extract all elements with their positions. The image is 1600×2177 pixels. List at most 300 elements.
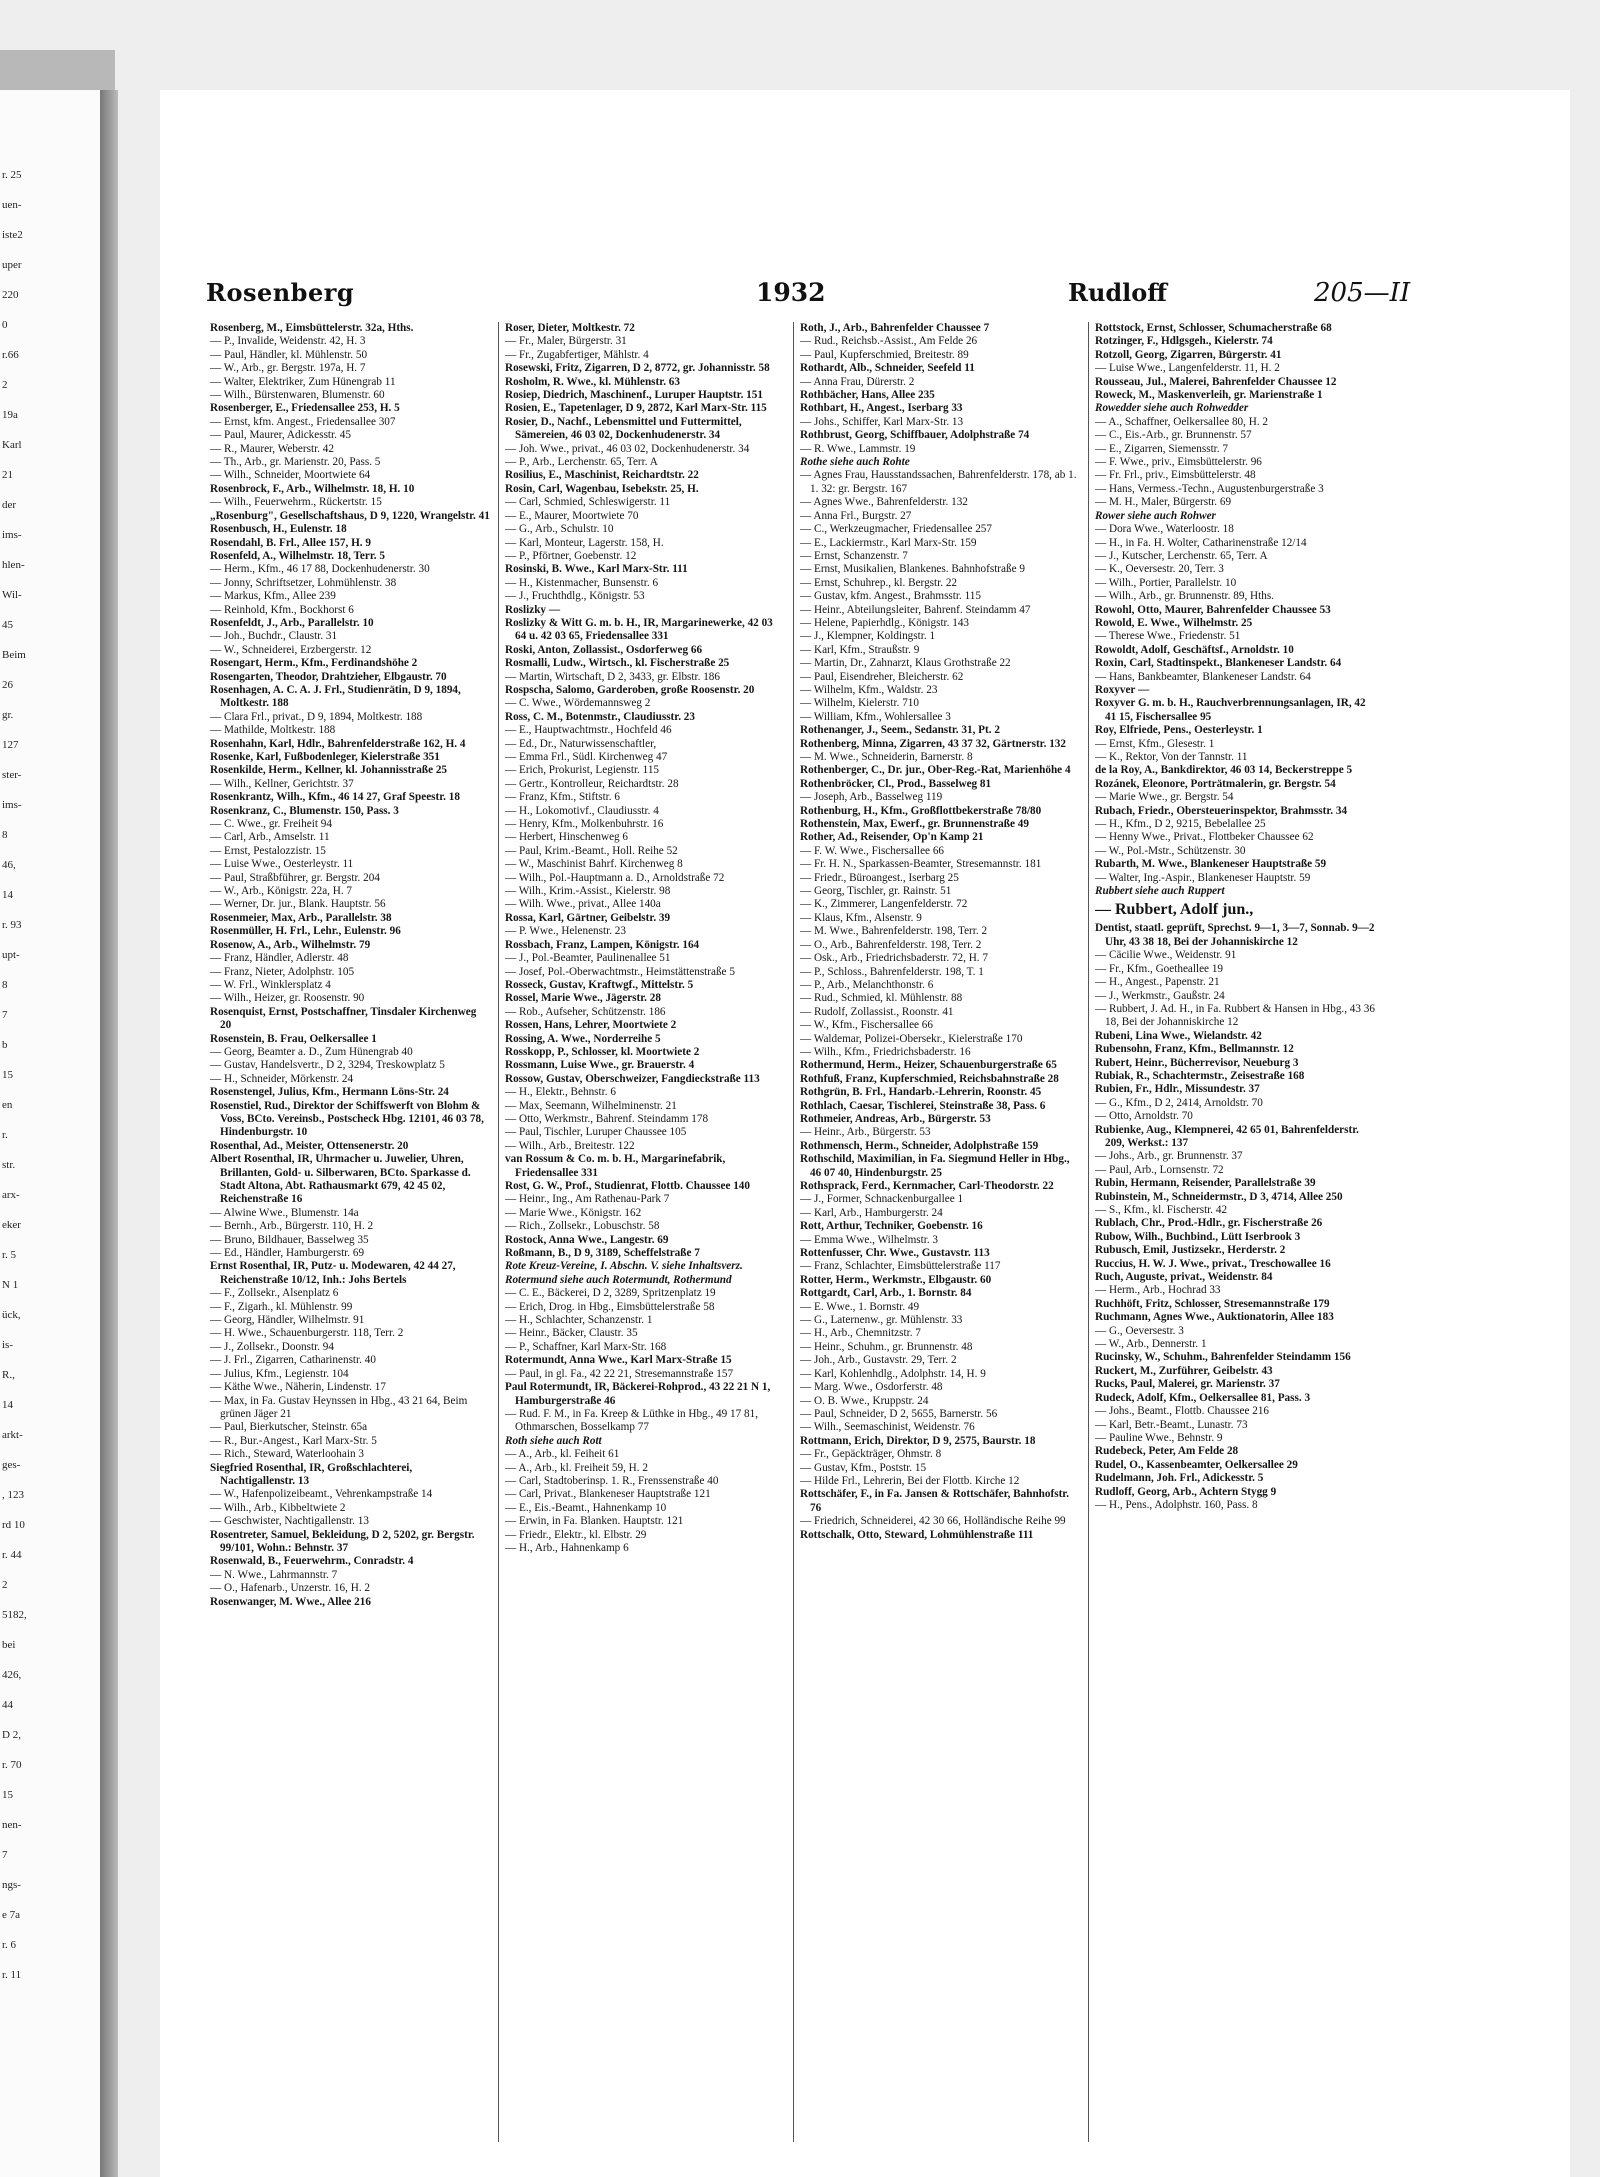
directory-entry: — W. Frl., Winklersplatz 4	[210, 978, 331, 991]
left-page-text-fragment: 0	[2, 319, 8, 331]
directory-entry: — J., Kutscher, Lerchenstr. 65, Terr. A	[1095, 549, 1268, 562]
left-page-text-fragment: 21	[2, 469, 13, 481]
directory-entry: Rosenberg, M., Eimsbüttelerstr. 32a, Hths.	[210, 322, 414, 334]
directory-entry: — J., Klempner, Koldingstr. 1	[800, 630, 936, 643]
directory-entry: — Rich., Zollsekr., Lobuschstr. 58	[505, 1220, 660, 1233]
directory-entry: Rosier, D., Nachf., Lebensmittel und Futtermittel, Sämereien, 46 03 02, Dockenhudenerstr. 34	[505, 415, 742, 442]
left-page-text-fragment: Karl	[2, 439, 22, 451]
directory-entry: Rothardt, Alb., Schneider, Seefeld 11	[800, 362, 975, 375]
directory-entry: — Martin, Dr., Zahnarzt, Klaus Grothstraße 22	[800, 657, 1011, 670]
directory-entry: — Karl, Kohlenhdlg., Adolphstr. 14, H. 9	[800, 1367, 986, 1380]
directory-entry: Rossa, Karl, Gärtner, Geibelstr. 39	[505, 911, 671, 924]
directory-entry: Rothbächer, Hans, Allee 235	[800, 389, 935, 402]
directory-entry: — C., Eis.-Arb., gr. Brunnenstr. 57	[1095, 429, 1252, 442]
directory-entry: Rothenburg, H., Kfm., Großflottbekerstraße 78/80	[800, 804, 1042, 817]
directory-entry: „Rosenburg", Gesellschaftshaus, D 9, 1220, Wrangelstr. 41	[210, 509, 490, 522]
directory-entry: Rosenkranz, C., Blumenstr. 150, Pass. 3	[210, 804, 399, 817]
directory-entry: — Th., Arb., gr. Marienstr. 20, Pass. 5	[210, 456, 381, 469]
directory-entry: — Wilhelm, Kielerstr. 710	[800, 697, 919, 710]
directory-entry: Rossow, Gustav, Oberschweizer, Fangdieckstraße 113	[505, 1072, 760, 1085]
directory-entry: — Friedr., Elektr., kl. Elbstr. 29	[505, 1528, 647, 1541]
directory-entry: Roy, Elfriede, Pens., Oesterleystr. 1	[1095, 724, 1263, 737]
left-page-text-fragment: arx-	[2, 1189, 20, 1201]
directory-entry: Rote Kreuz-Vereine, I. Abschn. V. siehe Inhaltsverz.	[505, 1260, 743, 1273]
directory-entry: — Ernst, Musikalien, Blankenes. Bahnhofstraße 9	[800, 563, 1025, 576]
directory-entry: — Osk., Arb., Friedrichsbaderstr. 72, H. 7	[800, 952, 988, 965]
column-divider	[1088, 322, 1089, 2142]
left-page-text-fragment: ster-	[2, 769, 22, 781]
directory-entry: — Paul, Bierkutscher, Steinstr. 65a	[210, 1421, 368, 1434]
directory-entry: Rothlach, Caesar, Tischlerei, Steinstraße 38, Pass. 6	[800, 1099, 1046, 1112]
directory-entry: — J., Werkmstr., Gaußstr. 24	[1095, 989, 1225, 1002]
directory-entry: Rucks, Paul, Malerei, gr. Marienstr. 37	[1095, 1378, 1280, 1391]
directory-entry: — H., Elektr., Behnstr. 6	[505, 1086, 616, 1099]
directory-entry: Rosewski, Fritz, Zigarren, D 2, 8772, gr. Johannisstr. 58	[505, 362, 770, 375]
directory-entry: — Joh., Buchdr., Claustr. 31	[210, 630, 338, 643]
directory-entry: Rosenkrantz, Wilh., Kfm., 46 14 27, Graf Speestr. 18	[210, 791, 460, 804]
directory-entry: — Pauline Wwe., Behnstr. 9	[1095, 1431, 1223, 1444]
directory-page	[160, 90, 1570, 2177]
directory-entry: Rosenmüller, H. Frl., Lehr., Eulenstr. 96	[210, 925, 401, 938]
directory-entry: — Käthe Wwe., Näherin, Lindenstr. 17	[210, 1381, 386, 1394]
directory-entry: — R., Bur.-Angest., Karl Marx-Str. 5	[210, 1434, 377, 1447]
directory-entry: Rubarth, M. Wwe., Blankeneser Hauptstraße 59	[1095, 858, 1327, 871]
directory-entry: — Johs., Arb., gr. Brunnenstr. 37	[1095, 1150, 1243, 1163]
directory-entry: Rottstock, Ernst, Schlosser, Schumacherstraße 68	[1095, 322, 1332, 334]
directory-entry: — Franz, Schlachter, Eimsbüttelerstraße 117	[800, 1260, 1001, 1273]
directory-entry: Rothermund, Herm., Heizer, Schauenburgerstraße 65	[800, 1059, 1057, 1072]
directory-entry: — E., Maurer, Moortwiete 70	[505, 509, 639, 522]
directory-entry: Rudebeck, Peter, Am Felde 28	[1095, 1445, 1239, 1458]
directory-entry: — Herm., Kfm., 46 17 88, Dockenhudenerstr. 30	[210, 563, 430, 576]
directory-entry: — Joseph, Arb., Basselweg 119	[800, 791, 943, 804]
directory-entry: — Paul, Maurer, Adickesstr. 45	[210, 429, 351, 442]
directory-entry: — Friedrich, Schneiderei, 42 30 66, Holländische Reihe 99	[800, 1515, 1066, 1528]
left-page-text-fragment: en	[2, 1099, 13, 1111]
directory-entry: — F., Zigarh., kl. Mühlenstr. 99	[210, 1300, 353, 1313]
directory-entry: — Ernst, kfm. Angest., Friedensallee 307	[210, 415, 396, 428]
directory-entry: Rowedder siehe auch Rohwedder	[1095, 402, 1249, 415]
directory-entry: Rosenke, Karl, Fußbodenleger, Kielerstraße 351	[210, 751, 440, 763]
directory-entry: Roser, Dieter, Moltkestr. 72	[505, 322, 635, 334]
directory-entry: Roski, Anton, Zollassist., Osdorferweg 66	[505, 643, 703, 656]
left-page-text-fragment: der	[2, 499, 17, 511]
directory-entry: Rossmann, Luise Wwe., gr. Brauerstr. 4	[505, 1059, 695, 1072]
directory-entry: — A., Schaffner, Oelkersallee 80, H. 2	[1095, 415, 1269, 428]
directory-entry: Rubert, Heinr., Bücherrevisor, Neueburg 3	[1095, 1056, 1299, 1069]
directory-entry: — H., Schneider, Mörkenstr. 24	[210, 1072, 354, 1085]
directory-entry: — Wilh., Seemaschinist, Weidenstr. 76	[800, 1421, 975, 1434]
left-page-text-fragment: 7	[2, 1009, 8, 1021]
column-divider	[498, 322, 499, 2142]
left-page-text-fragment: 8	[2, 829, 8, 841]
directory-entry: — H., Schlachter, Schanzenstr. 1	[505, 1314, 653, 1327]
directory-entry: — Martin, Wirtschaft, D 2, 3433, gr. Elbstr. 186	[505, 670, 720, 683]
directory-entry: — Marie Wwe., gr. Bergstr. 54	[1095, 791, 1234, 804]
directory-entry: — W., Maschinist Bahrf. Kirchenweg 8	[505, 858, 683, 871]
left-page-text-fragment: 127	[2, 739, 19, 751]
directory-entry: Ross, C. M., Botenmstr., Claudiusstr. 23	[505, 710, 695, 723]
directory-entry: — Karl, Betr.-Beamt., Lunastr. 73	[1095, 1418, 1248, 1431]
directory-entry: — Gustav, kfm. Angest., Brahmsstr. 115	[800, 590, 981, 603]
directory-entry: Rudel, O., Kassenbeamter, Oelkersallee 29	[1095, 1458, 1298, 1471]
left-page-text-fragment: ück,	[2, 1309, 21, 1321]
directory-entry: Rosenow, A., Arb., Wilhelmstr. 79	[210, 938, 371, 951]
directory-entry: Rower siehe auch Rohwer	[1095, 509, 1216, 522]
left-page-text-fragment: uper	[2, 259, 22, 271]
directory-entry: — J. Frl., Zigarren, Catharinenstr. 40	[210, 1354, 376, 1367]
directory-entry: Rotermundt, Anna Wwe., Karl Marx-Straße 15	[505, 1354, 732, 1367]
directory-entry: — Wilh., Heizer, gr. Roosenstr. 90	[210, 992, 365, 1005]
directory-entry: — K., Rektor, Von der Tannstr. 11	[1095, 751, 1248, 763]
directory-entry: — Franz, Nieter, Adolphstr. 105	[210, 965, 355, 978]
directory-entry: Dentist, staatl. geprüft, Sprechst. 9—1, 3—7, Sonnab. 9—2 Uhr, 43 38 18, Bei der Johanniskirche 12	[1095, 922, 1375, 948]
directory-entry: — Paul, Schneider, D 2, 5655, Barnerstr. 56	[800, 1407, 998, 1420]
left-page-text-fragment: r. 6	[2, 1939, 17, 1951]
directory-entry: — Therese Wwe., Friedenstr. 51	[1095, 630, 1241, 643]
directory-entry: — P., Arb., Melanchthonstr. 6	[800, 978, 934, 991]
directory-entry: Rubusch, Emil, Justizsekr., Herderstr. 2	[1095, 1244, 1286, 1257]
left-page-text-fragment: 5182,	[2, 1609, 27, 1621]
directory-entry: — Wilh., Feuerwehrm., Rückertstr. 15	[210, 496, 382, 509]
directory-entry: — J., Zollsekr., Doonstr. 94	[210, 1340, 334, 1353]
left-page-text-fragment: ngs-	[2, 1879, 21, 1891]
directory-entry: Rosmalli, Ludw., Wirtsch., kl. Fischerstraße 25	[505, 657, 730, 670]
directory-entry: — R., Maurer, Weberstr. 42	[210, 442, 334, 455]
directory-entry: Rotter, Herm., Werkmstr., Elbgaustr. 60	[800, 1273, 992, 1286]
directory-entry: — Wilh., Kellner, Gerichtstr. 37	[210, 777, 354, 790]
directory-entry: — Paul, Kupferschmied, Breitestr. 89	[800, 348, 969, 361]
directory-entry: — Ernst, Kfm., Glesestr. 1	[1095, 737, 1215, 750]
directory-entry: Roth siehe auch Rott	[505, 1434, 602, 1447]
directory-entry: — C. Wwe., Wördemannsweg 2	[505, 697, 651, 710]
directory-entry: — A., Arb., kl. Freiheit 59, H. 2	[505, 1461, 648, 1474]
directory-entry: Rousseau, Jul., Malerei, Bahrenfelder Chaussee 12	[1095, 375, 1337, 388]
left-page-text-fragment: ims-	[2, 529, 22, 541]
left-page-text-fragment: Wil-	[2, 589, 22, 601]
directory-entry: Rossel, Marie Wwe., Jägerstr. 28	[505, 992, 661, 1005]
left-page-text-fragment: 220	[2, 289, 19, 301]
directory-entry: Ruchhöft, Fritz, Schlosser, Stresemannstraße 179	[1095, 1297, 1330, 1310]
directory-entry: — F. W. Wwe., Fischersallee 66	[800, 844, 945, 857]
directory-entry: — P., Invalide, Weidenstr. 42, H. 3	[210, 335, 366, 348]
left-page-text-fragment: r. 5	[2, 1249, 17, 1261]
directory-entry: — Fr., Gepäckträger, Ohmstr. 8	[800, 1448, 942, 1461]
directory-entry: van Rossum & Co. m. b. H., Margarinefabrik, Friedensallee 331	[505, 1153, 726, 1179]
left-page-text-fragment: r.	[2, 1129, 8, 1141]
left-page-text-fragment: N 1	[2, 1279, 19, 1291]
directory-entry: — Karl, Kfm., Straußstr. 9	[800, 643, 920, 656]
directory-entry: — Rob., Aufseher, Schützenstr. 186	[505, 1005, 666, 1018]
directory-entry: Ruchmann, Agnes Wwe., Auktionatorin, Allee 183	[1095, 1311, 1334, 1324]
column-2	[505, 322, 785, 2162]
directory-entry: — E., Eis.-Beamt., Hahnenkamp 10	[505, 1501, 667, 1514]
directory-entry: Rosenfeld, A., Wilhelmstr. 18, Terr. 5	[210, 549, 385, 562]
directory-entry: Siegfried Rosenthal, IR, Großschlachterei, Nachtigallenstr. 13	[210, 1461, 413, 1487]
directory-entry: Rotzoll, Georg, Zigarren, Bürgerstr. 41	[1095, 348, 1282, 361]
directory-entry: — Heinr., Schuhm., gr. Brunnenstr. 48	[800, 1340, 973, 1353]
directory-entry: Rosenkilde, Herm., Kellner, kl. Johannisstraße 25	[210, 764, 448, 777]
directory-entry: — A., Arb., kl. Feiheit 61	[505, 1448, 620, 1461]
directory-entry: — Wilhelm, Kfm., Waldstr. 23	[800, 683, 938, 696]
directory-entry: — Erich, Prokurist, Legienstr. 115	[505, 764, 660, 777]
column-divider	[793, 322, 794, 2142]
directory-entry: — Luise Wwe., Langenfelderstr. 11, H. 2	[1095, 362, 1280, 375]
directory-entry: Rosengarten, Theodor, Drahtzieher, Elbgaustr. 70	[210, 670, 447, 683]
directory-entry: Rudloff, Georg, Arb., Achtern Stygg 9	[1095, 1485, 1277, 1498]
directory-entry: Rosengart, Herm., Kfm., Ferdinandshöhe 2	[210, 657, 418, 670]
directory-entry: Rottgardt, Carl, Arb., 1. Bornstr. 84	[800, 1287, 972, 1300]
directory-entry: — O. B. Wwe., Kruppstr. 24	[800, 1394, 929, 1407]
directory-entry: Rosenstiel, Rud., Direktor der Schiffswerft von Blohm & Voss, BCto. Vereinsb., Postscheck Hbg. 12101, 46 03 78, Hindenburgstr. 10	[210, 1099, 484, 1139]
directory-entry: Roxin, Carl, Stadtinspekt., Blankeneser Landstr. 64	[1095, 657, 1342, 670]
left-page-text-fragment: 26	[2, 679, 13, 691]
left-page-text-fragment: r. 93	[2, 919, 22, 931]
directory-entry: — Wilh., Pol.-Hauptmann a. D., Arnoldstraße 72	[505, 871, 725, 884]
directory-entry: Rothenbröcker, Cl., Prod., Basselweg 81	[800, 777, 992, 790]
directory-entry: — Johs., Beamt., Flottb. Chaussee 216	[1095, 1405, 1270, 1418]
directory-entry: — E., Hauptwachtmstr., Hochfeld 46	[505, 724, 672, 737]
directory-entry: — Clara Frl., privat., D 9, 1894, Moltkestr. 188	[210, 710, 423, 723]
directory-entry: — Rubbert, J. Ad. H., in Fa. Rubbert & Hansen in Hbg., 43 36 18, Bei der Johanniskirche 12	[1095, 1002, 1375, 1029]
directory-entry: Rothbart, H., Angest., Iserbarg 33	[800, 402, 963, 415]
directory-entry: Rosentreter, Samuel, Bekleidung, D 2, 5202, gr. Bergstr. 99/101, Wohn.: Behnstr. 37	[210, 1528, 475, 1554]
directory-entry: Ruckert, M., Zurführer, Geibelstr. 43	[1095, 1364, 1273, 1377]
directory-entry: Rubienke, Aug., Klempnerei, 42 65 01, Bahrenfelderstr. 209, Werkst.: 137	[1095, 1123, 1359, 1149]
directory-entry: Rubin, Hermann, Reisender, Parallelstraße 39	[1095, 1177, 1316, 1190]
directory-entry: — Anna Frau, Dürerstr. 2	[800, 375, 915, 388]
directory-entry: Roxyver —	[1095, 683, 1150, 696]
directory-entry: Rothmeier, Andreas, Arb., Bürgerstr. 53	[800, 1112, 991, 1125]
directory-entry: — Wilh., Schneider, Moortwiete 64	[210, 469, 371, 482]
directory-entry: — W., Kfm., Fischersallee 66	[800, 1019, 933, 1032]
directory-entry: Rottschalk, Otto, Steward, Lohmühlenstraße 111	[800, 1528, 1034, 1541]
directory-entry: — Walter, Elektriker, Zum Hünengrab 11	[210, 375, 396, 388]
directory-entry: Rosilius, E., Maschinist, Reichardtstr. 22	[505, 469, 699, 482]
left-page-text-fragment: 8	[2, 979, 8, 991]
directory-entry: — Henry, Kfm., Molkenbuhrstr. 16	[505, 818, 664, 831]
left-page-text-fragment: uen-	[2, 199, 22, 211]
directory-entry: Rothenanger, J., Seem., Sedanstr. 31, Pt. 2	[800, 724, 1000, 737]
directory-entry: — Rudolf, Zollassist., Roonstr. 41	[800, 1005, 954, 1018]
directory-entry: Rowold, E. Wwe., Wilhelmstr. 25	[1095, 616, 1253, 629]
directory-entry: Ruch, Auguste, privat., Weidenstr. 84	[1095, 1271, 1273, 1284]
directory-entry: — Marie Wwe., Königstr. 162	[505, 1206, 642, 1219]
directory-entry: — F., Zollsekr., Alsenplatz 6	[210, 1287, 339, 1300]
left-page-text-fragment: 45	[2, 619, 13, 631]
left-page-text-fragment: r. 25	[2, 169, 22, 181]
header-page-number: 205—II	[1314, 278, 1411, 308]
directory-entry: — Alwine Wwe., Blumenstr. 14a	[210, 1206, 359, 1219]
directory-entry: — Waldemar, Polizei-Obersekr., Kielerstraße 170	[800, 1032, 1023, 1045]
directory-entry: — G., Kfm., D 2, 2414, Arnoldstr. 70	[1095, 1096, 1263, 1109]
directory-entry: Rowohl, Otto, Maurer, Bahrenfelder Chaussee 53	[1095, 603, 1331, 616]
directory-entry: Rothbrust, Georg, Schiffbauer, Adolphstraße 74	[800, 429, 1030, 442]
directory-entry: — Fr., Kfm., Goetheallee 19	[1095, 962, 1224, 975]
directory-entry: Roweck, M., Maskenverleih, gr. Marienstraße 1	[1095, 389, 1323, 402]
left-page-text-fragment: iste2	[2, 229, 23, 241]
directory-entry: — H., Kistenmacher, Bunsenstr. 6	[505, 576, 659, 589]
left-page-text-fragment: eker	[2, 1219, 21, 1231]
directory-entry: — Fr. Frl., priv., Eimsbüttelerstr. 48	[1095, 469, 1256, 482]
directory-entry: — Wilh., Kfm., Friedrichsbaderstr. 16	[800, 1045, 971, 1058]
left-page-text-fragment: Beim	[2, 649, 26, 661]
directory-entry: — Rud. F. M., in Fa. Kreep & Lüthke in Hbg., 49 17 81, Othmarschen, Bosselkamp 77	[505, 1407, 758, 1434]
directory-entry: — Max, in Fa. Gustav Heynssen in Hbg., 43 21 64, Beim grünen Jäger 21	[210, 1394, 468, 1420]
left-page-text-fragment: 15	[2, 1069, 13, 1081]
directory-entry: Ruccius, H. W. J. Wwe., privat., Treschowallee 16	[1095, 1257, 1331, 1270]
directory-entry: — Rich., Steward, Waterloohain 3	[210, 1448, 364, 1461]
header-first-entry: Rosenberg	[206, 278, 355, 307]
directory-entry: — Ernst, Schanzenstr. 7	[800, 549, 908, 562]
left-page-text-fragment: str.	[2, 1159, 16, 1171]
directory-entry: — Heinr., Abteilungsleiter, Bahrenf. Steindamm 47	[800, 603, 1031, 616]
directory-entry: Rottschäfer, F., in Fa. Jansen & Rottschäfer, Bahnhofstr. 76	[800, 1488, 1070, 1514]
left-page-text-fragment: r. 70	[2, 1759, 22, 1771]
header-last-entry: Rudloff	[1068, 278, 1167, 307]
directory-entry: — Wilh. Wwe., privat., Allee 140a	[505, 898, 661, 911]
directory-entry: — C. E., Bäckerei, D 2, 3289, Spritzenplatz 19	[505, 1287, 716, 1300]
directory-entry: — W., Arb., Königstr. 22a, H. 7	[210, 885, 353, 898]
directory-entry: — Paul, Straßbführer, gr. Bergstr. 204	[210, 871, 380, 884]
directory-entry: Rossbach, Franz, Lampen, Königstr. 164	[505, 938, 700, 951]
directory-entry: — Dora Wwe., Waterloostr. 18	[1095, 523, 1234, 536]
left-page-text-fragment: 19a	[2, 409, 18, 421]
directory-entry: — Karl, Monteur, Lagerstr. 158, H.	[505, 536, 664, 549]
directory-entry: Rossen, Hans, Lehrer, Moortwiete 2	[505, 1019, 677, 1032]
left-page-text-fragment: gr.	[2, 709, 14, 721]
directory-entry: — Joh. Wwe., privat., 46 03 02, Dockenhudenerstr. 34	[505, 442, 750, 455]
directory-entry: — Hans, Bankbeamter, Blankeneser Landstr. 64	[1095, 670, 1311, 683]
directory-entry: Rosinski, B. Wwe., Karl Marx-Str. 111	[505, 563, 688, 576]
directory-entry: — Paul, Eisendreher, Bleicherstr. 62	[800, 670, 964, 683]
directory-entry: — C., Werkzeugmacher, Friedensallee 257	[800, 523, 992, 536]
left-page-text-fragment: e 7a	[2, 1909, 21, 1921]
directory-entry: — Johs., Schiffer, Karl Marx-Str. 13	[800, 415, 964, 428]
directory-entry: — Heinr., Ing., Am Rathenau-Park 7	[505, 1193, 670, 1206]
directory-entry: — Herm., Arb., Hochrad 33	[1095, 1284, 1221, 1297]
directory-entry: — Otto, Werkmstr., Bahrenf. Steindamm 178	[505, 1112, 709, 1125]
directory-entry: Rosendahl, B. Frl., Allee 157, H. 9	[210, 536, 371, 549]
directory-entry: — J., Fruchthdlg., Königstr. 53	[505, 590, 645, 603]
directory-entry: — Hans, Vermess.-Techn., Augustenburgerstraße 3	[1095, 482, 1324, 495]
directory-entry: — Fr. H. N., Sparkassen-Beamter, Stresemannstr. 181	[800, 858, 1042, 871]
left-page-text-fragment: b	[2, 1039, 8, 1051]
directory-entry: Rosiep, Diedrich, Maschinenf., Luruper Hauptstr. 151	[505, 389, 763, 402]
directory-entry: Rothenberg, Minna, Zigarren, 43 37 32, Gärtnerstr. 132	[800, 737, 1066, 750]
directory-entry: Rost, G. W., Prof., Studienrat, Flottb. Chaussee 140	[505, 1180, 750, 1192]
directory-entry: Rosenwanger, M. Wwe., Allee 216	[210, 1595, 371, 1608]
directory-entry: — Emma Wwe., Wilhelmstr. 3	[800, 1233, 939, 1246]
directory-entry: — Julius, Kfm., Legienstr. 104	[210, 1367, 349, 1380]
directory-entry: — Henny Wwe., Privat., Flottbeker Chaussee 62	[1095, 831, 1314, 844]
left-page-text-fragment: 14	[2, 889, 13, 901]
left-page-text-fragment: is-	[2, 1339, 13, 1351]
directory-entry: — W., Schneiderei, Erzbergerstr. 12	[210, 643, 372, 656]
left-page-text-fragment: r. 44	[2, 1549, 22, 1561]
directory-entry: — P. Wwe., Helenenstr. 23	[505, 925, 626, 938]
directory-entry: — H., Kfm., D 2, 9215, Bebelallee 25	[1095, 818, 1266, 831]
directory-entry: — Cäcilie Wwe., Weidenstr. 91	[1095, 949, 1237, 962]
directory-entry: Rublach, Chr., Prod.-Hdlr., gr. Fischerstraße 26	[1095, 1217, 1323, 1230]
directory-entry: — Markus, Kfm., Allee 239	[210, 590, 336, 603]
directory-entry: — Max, Seemann, Wilhelminenstr. 21	[505, 1099, 677, 1112]
directory-entry: — Georg, Beamter a. D., Zum Hünengrab 40	[210, 1045, 413, 1058]
header-year: 1932	[756, 278, 826, 307]
directory-entry: — Jonny, Schriftsetzer, Lohmühlenstr. 38	[210, 576, 397, 589]
directory-entry: — Bernh., Arb., Bürgerstr. 110, H. 2	[210, 1220, 374, 1233]
directory-entry: Rothenberger, C., Dr. jur., Ober-Reg.-Rat, Marienhöhe 4	[800, 764, 1071, 777]
directory-entry: — K., Zimmerer, Langenfelderstr. 72	[800, 898, 968, 911]
directory-entry: Rosin, Carl, Wagenbau, Isebekstr. 25, H.	[505, 482, 699, 495]
directory-entry: — Georg, Tischler, gr. Rainstr. 51	[800, 885, 952, 898]
directory-entry: — Marg. Wwe., Osdorferstr. 48	[800, 1381, 943, 1394]
directory-entry: — Carl, Stadtoberinsp. 1. R., Frenssenstraße 40	[505, 1474, 719, 1487]
directory-entry: — Walter, Ing.-Aspir., Blankeneser Hauptstr. 59	[1095, 871, 1311, 884]
directory-entry: — E., Lackiermstr., Karl Marx-Str. 159	[800, 536, 977, 549]
directory-entry: Rubbert siehe auch Ruppert	[1095, 885, 1225, 898]
directory-entry: — P., Arb., Lerchenstr. 65, Terr. A	[505, 456, 658, 469]
directory-entry: Rosenbusch, H., Eulenstr. 18	[210, 523, 347, 536]
left-page-text-fragment: nen-	[2, 1819, 22, 1831]
directory-entry: — Rubbert, Adolf jun.,	[1095, 901, 1254, 919]
directory-entry: — F. Wwe., priv., Eimsbüttelerstr. 96	[1095, 456, 1262, 469]
directory-entry: — M. Wwe., Schneiderin, Barnerstr. 8	[800, 751, 973, 763]
directory-entry: Roslizky —	[505, 603, 561, 616]
left-page-text-fragment: arkt-	[2, 1429, 23, 1441]
directory-entry: — O., Arb., Bahrenfelderstr. 198, Terr. 2	[800, 938, 982, 951]
directory-entry: Rosenstein, B. Frau, Oelkersallee 1	[210, 1032, 377, 1045]
directory-entry: — Paul, Krim.-Beamt., Holl. Reihe 52	[505, 844, 678, 857]
directory-entry: Rosenmeier, Max, Arb., Parallelstr. 38	[210, 911, 392, 924]
directory-entry: — H., Pens., Adolphstr. 160, Pass. 8	[1095, 1498, 1258, 1511]
directory-entry: — E., Zigarren, Siemensstr. 7	[1095, 442, 1228, 455]
directory-entry: Roxyver G. m. b. H., Rauchverbrennungsanlagen, IR, 42 41 15, Fischersallee 95	[1095, 697, 1366, 723]
directory-entry: Rowoldt, Adolf, Geschäftsf., Arnoldstr. 10	[1095, 643, 1294, 656]
left-page-text-fragment: r. 11	[2, 1969, 22, 1981]
left-page-text-fragment: ims-	[2, 799, 22, 811]
directory-entry: Rubensohn, Franz, Kfm., Bellmannstr. 12	[1095, 1043, 1294, 1056]
directory-entry: — G., Arb., Schulstr. 10	[505, 523, 614, 536]
directory-entry: — Wilh., Arb., gr. Brunnenstr. 89, Hths.	[1095, 590, 1274, 603]
left-page-text-fragment: bei	[2, 1639, 16, 1651]
directory-entry: Rossing, A. Wwe., Norderreihe 5	[505, 1032, 661, 1045]
directory-entry: — Gertr., Kontrolleur, Reichardtstr. 28	[505, 777, 679, 790]
directory-entry: Rosenthal, Ad., Meister, Ottensenerstr. 20	[210, 1139, 409, 1152]
directory-entry: — Paul, in gl. Fa., 42 22 21, Stresemannstraße 157	[505, 1367, 734, 1380]
directory-entry: — Friedr., Büroangest., Iserbarg 25	[800, 871, 959, 884]
directory-entry: — K., Oeversestr. 20, Terr. 3	[1095, 563, 1224, 576]
directory-entry: — Herbert, Hinschenweg 6	[505, 831, 629, 844]
directory-entry: — Wilh., Portier, Parallelstr. 10	[1095, 576, 1237, 589]
directory-entry: — W., Hafenpolizeibeamt., Vehrenkampstraße 14	[210, 1488, 433, 1501]
directory-entry: — M. H., Maler, Bürgerstr. 69	[1095, 496, 1232, 509]
directory-entry: Rosenwald, B., Feuerwehrm., Conradstr. 4	[210, 1555, 414, 1568]
directory-entry: Rothsprack, Ferd., Kernmacher, Carl-Theodorstr. 22	[800, 1180, 1054, 1192]
directory-entry: — H., in Fa. H. Wolter, Catharinenstraße 12/14	[1095, 536, 1307, 549]
directory-entry: — C. Wwe., gr. Freiheit 94	[210, 818, 332, 831]
directory-entry: Ernst Rosenthal, IR, Putz- u. Modewaren, 42 44 27, Reichenstraße 10/12, Inh.: Johs Bertels	[210, 1260, 456, 1286]
directory-entry: Rubach, Friedr., Obersteuerinspektor, Brahmsstr. 34	[1095, 804, 1348, 817]
directory-entry: — Emma Frl., Südl. Kirchenweg 47	[505, 751, 668, 763]
running-header	[206, 278, 1546, 318]
directory-entry: — Ed., Händler, Hamburgerstr. 69	[210, 1247, 365, 1260]
directory-entry: — Fr., Zugabfertiger, Mählstr. 4	[505, 348, 649, 361]
left-page-text-fragment: 2	[2, 1579, 8, 1591]
directory-entry: — Ed., Dr., Naturwissenschaftler,	[505, 737, 657, 750]
directory-entry: Rosenstengel, Julius, Kfm., Hermann Löns-Str. 24	[210, 1086, 449, 1099]
directory-entry: — Fr., Maler, Bürgerstr. 31	[505, 335, 627, 348]
